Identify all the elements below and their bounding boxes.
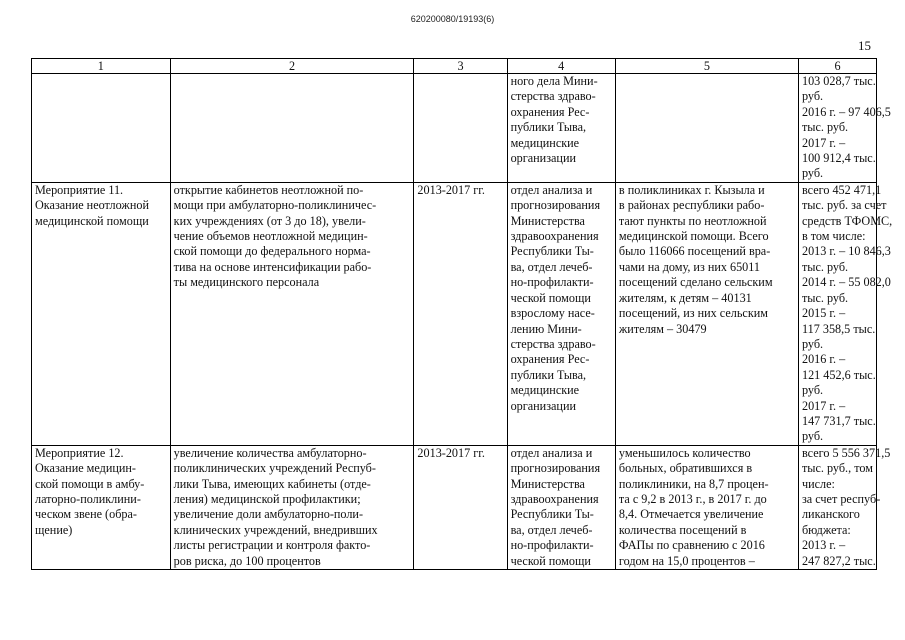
cell-text-line: жителям – 30479 (618, 321, 707, 336)
measure-description-cell (170, 74, 414, 183)
cell-text-line: тыс. руб. (801, 120, 849, 135)
measure-name-cell (32, 182, 171, 445)
column-number-header: 1 (32, 59, 171, 74)
cell-text-line: поликлинических учреждений Респуб- (173, 461, 376, 476)
cell-text-line: медицинской помощи (35, 213, 149, 228)
cell-text-line: 247 827,2 тыс. (801, 553, 876, 568)
cell-text-line: листы регистрации и контроля факто- (173, 538, 371, 553)
cell-text-line: медицинские (510, 135, 580, 150)
cell-text-line: здравоохранения (510, 491, 599, 506)
cell-text-line: 100 912,4 тыс. (801, 151, 876, 166)
cell-text-line: уменьшилось количество (618, 445, 751, 460)
cell-text-line: 2013 г. – 10 846,3 (801, 244, 891, 259)
table-row (32, 182, 877, 445)
cell-text-line: ления) медицинской профилактики; (173, 491, 361, 506)
cell-text-line: Республики Ты- (510, 507, 594, 522)
cell-text-line: прогнозирования (510, 461, 601, 476)
cell-text-line: ты медицинского персонала (173, 275, 320, 290)
funding-cell (798, 74, 891, 183)
cell-text-line: лению Мини- (510, 321, 582, 336)
cell-text-line: 103 028,7 тыс. (801, 74, 876, 88)
cell-text-line: жителям, к детям – 40131 (618, 290, 752, 305)
cell-text-line: 2014 г. – 55 082,0 (801, 275, 891, 290)
table-header-row (32, 59, 877, 74)
cell-text-line: организации (510, 151, 576, 166)
period-cell (414, 74, 507, 183)
cell-text-line: 2013 г. – (801, 538, 846, 553)
cell-text-line: руб. (801, 429, 824, 444)
measure-name-cell (32, 445, 171, 569)
cell-text-line: но-профилакти- (510, 538, 594, 553)
cell-text-line: Мероприятие 12. (35, 445, 124, 460)
column-number-header: 5 (615, 59, 798, 74)
cell-text-line: ской помощи в амбу- (35, 476, 145, 491)
cell-text-line: мощи при амбулаторно-поликлиничес- (173, 198, 377, 213)
measure-name-cell (32, 74, 171, 183)
cell-text-line: 117 358,5 тыс. (801, 321, 876, 336)
cell-text-line: бюджета: (801, 522, 851, 537)
cell-text-line: ров риска, до 100 процентов (173, 553, 321, 568)
cell-text-line: медицинской помощи. Всего (618, 229, 769, 244)
cell-text-line: средств ТФОМС, (801, 213, 893, 228)
cell-text-line: охранения Рес- (510, 104, 590, 119)
executor-cell (507, 182, 615, 445)
cell-text-line: 2013-2017 гг. (417, 182, 485, 197)
cell-text-line: Оказание неотложной (35, 198, 149, 213)
cell-text-line: тыс. руб. (801, 290, 849, 305)
cell-text-line: но-профилакти- (510, 275, 594, 290)
cell-text-line: стерства здраво- (510, 336, 596, 351)
table-row (32, 74, 877, 183)
cell-text-line: 2013-2017 гг. (417, 445, 485, 460)
funding-cell (798, 445, 891, 569)
cell-text-line: посещений сделано сельским (618, 275, 773, 290)
measure-description-cell (170, 182, 414, 445)
cell-text-line: открытие кабинетов неотложной по- (173, 182, 364, 197)
cell-text-line: Мероприятие 11. (35, 182, 124, 197)
cell-text-line: 2016 г. – (801, 352, 846, 367)
column-number-header: 6 (798, 59, 876, 74)
executor-cell (507, 74, 615, 183)
cell-text-line: публики Тыва, (510, 367, 587, 382)
column-number-header: 3 (414, 59, 507, 74)
cell-text-line: 2017 г. – (801, 135, 846, 150)
cell-text-line: количества посещений в (618, 522, 747, 537)
cell-text-line: стерства здраво- (510, 89, 596, 104)
cell-text-line: чами на дому, из них 65011 (618, 259, 761, 274)
cell-text-line: руб. (801, 383, 824, 398)
document-id: 620200080/19193(6) (410, 14, 495, 24)
cell-text-line: 2016 г. – 97 406,5 (801, 104, 891, 119)
cell-text-line: ких учреждениях (от 3 до 18), увели- (173, 213, 366, 228)
cell-text-line: ликанского (801, 507, 860, 522)
executor-cell (507, 445, 615, 569)
cell-text-line: Министерства (510, 213, 585, 228)
cell-text-line: щение) (35, 522, 73, 537)
cell-text-line: руб. (801, 89, 824, 104)
cell-text-line: ФАПы по сравнению с 2016 (618, 538, 765, 553)
cell-text-line: посещений, из них сельским (618, 306, 768, 321)
cell-text-line: ва, отдел лечеб- (510, 259, 593, 274)
cell-text-line: публики Тыва, (510, 120, 587, 135)
cell-text-line: ческой помощи (510, 290, 591, 305)
cell-text-line: Республики Ты- (510, 244, 594, 259)
cell-text-line: 8,4. Отмечается увеличение (618, 507, 764, 522)
cell-text-line: 2015 г. – (801, 306, 846, 321)
cell-text-line: увеличение количества амбулаторно- (173, 445, 367, 460)
cell-text-line: в поликлиниках г. Кызыла и (618, 182, 765, 197)
cell-text-line: ва, отдел лечеб- (510, 522, 593, 537)
period-cell (414, 445, 507, 569)
cell-text-line: тают пункты по неотложной (618, 213, 767, 228)
cell-text-line: тыс. руб. за счет (801, 198, 887, 213)
cell-text-line: было 116066 посещений вра- (618, 244, 771, 259)
program-measures-table (31, 58, 893, 570)
cell-text-line: годом на 15,0 процентов – (618, 553, 755, 568)
column-number-header: 2 (170, 59, 414, 74)
funding-cell (798, 182, 893, 445)
cell-text-line: больных, обратившихся в (618, 461, 753, 476)
cell-text-line: тыс. руб. (801, 259, 849, 274)
period-cell (414, 182, 507, 445)
cell-text-line: всего 5 556 371,5 (801, 445, 891, 460)
cell-text-line: отдел анализа и (510, 182, 593, 197)
cell-text-line: ного дела Мини- (510, 74, 598, 88)
table-row (32, 445, 877, 569)
cell-text-line: охранения Рес- (510, 352, 590, 367)
cell-text-line: числе: (801, 476, 835, 491)
cell-text-line: латорно-поликлини- (35, 491, 141, 506)
cell-text-line: увеличение доли амбулаторно-поли- (173, 507, 364, 522)
cell-text-line: тива на основе интенсификации рабо- (173, 259, 372, 274)
cell-text-line: отдел анализа и (510, 445, 593, 460)
cell-text-line: в районах республики рабо- (618, 198, 765, 213)
cell-text-line: взрослому насе- (510, 306, 595, 321)
cell-text-line: организации (510, 398, 576, 413)
cell-text-line: руб. (801, 166, 824, 181)
cell-text-line: прогнозирования (510, 198, 601, 213)
cell-text-line: клинических учреждений, внедривших (173, 522, 378, 537)
page-number: 15 (858, 38, 871, 53)
result-cell (615, 74, 798, 183)
cell-text-line: Министерства (510, 476, 585, 491)
cell-text-line: 121 452,6 тыс. (801, 367, 876, 382)
cell-text-line: 147 731,7 тыс. (801, 413, 876, 428)
cell-text-line: чение объемов неотложной медицин- (173, 229, 368, 244)
cell-text-line: та с 9,2 в 2013 г., в 2017 г. до (618, 491, 767, 506)
column-number-header: 4 (507, 59, 615, 74)
cell-text-line: в том числе: (801, 229, 866, 244)
cell-text-line: Оказание медицин- (35, 461, 136, 476)
result-cell (615, 182, 798, 445)
cell-text-line: лики Тыва, имеющих кабинеты (отде- (173, 476, 371, 491)
cell-text-line: за счет респуб- (801, 491, 881, 506)
cell-text-line: руб. (801, 336, 824, 351)
cell-text-line: тыс. руб., том (801, 461, 873, 476)
result-cell (615, 445, 798, 569)
cell-text-line: всего 452 471,1 (801, 182, 882, 197)
cell-text-line: 2017 г. – (801, 398, 846, 413)
cell-text-line: ческом звене (обра- (35, 507, 137, 522)
cell-text-line: поликлиники, на 8,7 процен- (618, 476, 769, 491)
cell-text-line: здравоохранения (510, 229, 599, 244)
cell-text-line: медицинские (510, 383, 580, 398)
cell-text-line: ской помощи до федерального норма- (173, 244, 371, 259)
measure-description-cell (170, 445, 414, 569)
cell-text-line: ческой помощи (510, 553, 591, 568)
